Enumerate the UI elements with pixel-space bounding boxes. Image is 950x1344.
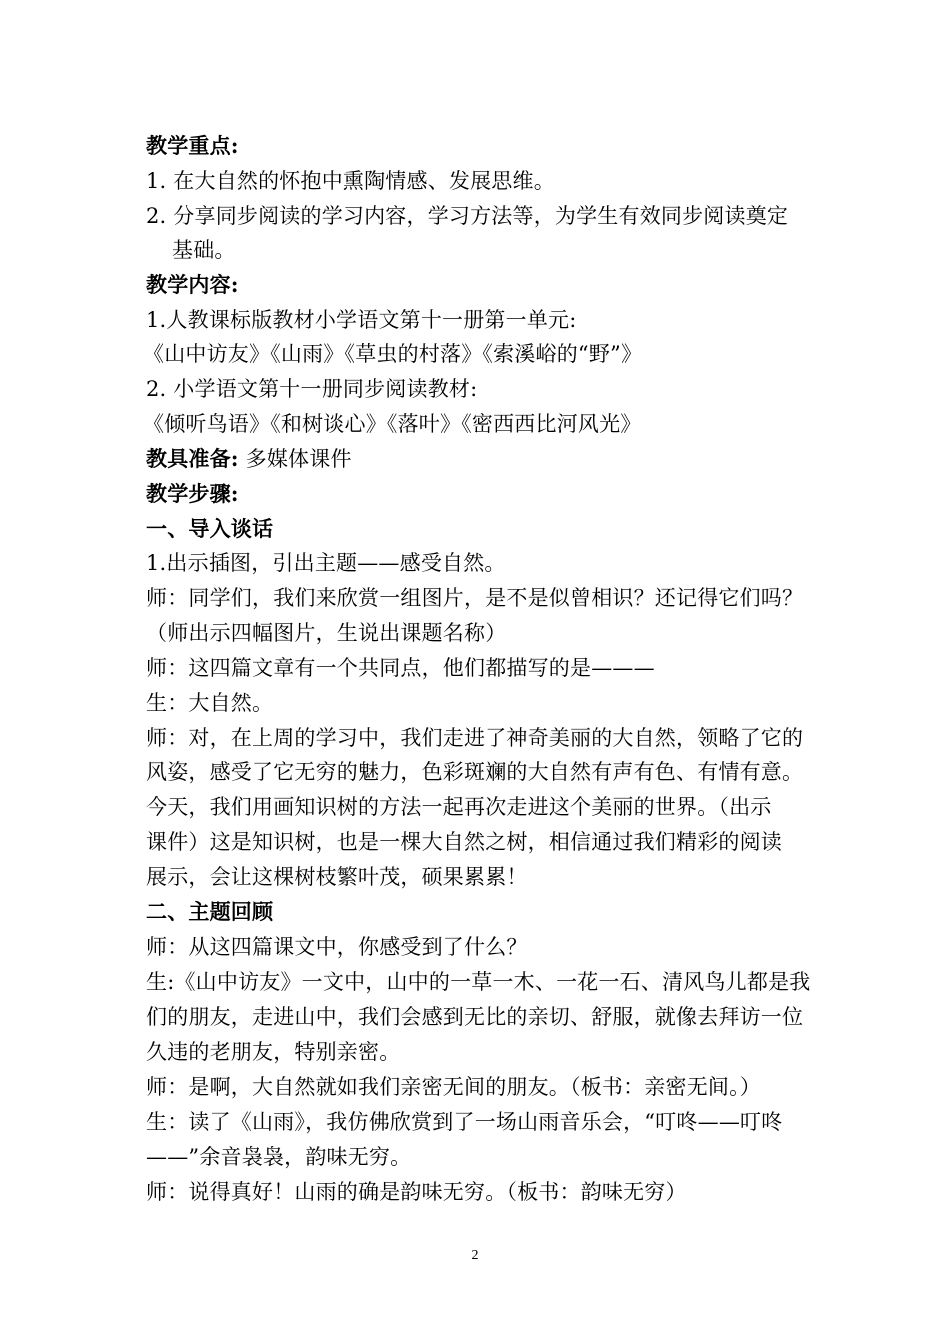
heading-teaching-focus: 教学重点: [146,133,239,158]
text-line: 1.出示插图，引出主题——感受自然。 [146,551,506,575]
heading-teaching-aids: 教具准备: [146,446,239,471]
text-line: 展示，会让这棵树枝繁叶茂，硕果累累！ [146,865,528,889]
text-line: 课件）这是知识树，也是一棵大自然之树，相信通过我们精彩的阅读 [146,830,782,854]
text-line: 风姿，感受了它无穷的魅力，色彩斑斓的大自然有声有色、有情有意。 [146,760,804,784]
text-line: 1.人教课标版教材小学语文第十一册第一单元: [146,308,577,332]
text-line: 基础。 [172,238,236,262]
section-heading-1: 一、导入谈话 [146,516,274,541]
text-line: 1. 在大自然的怀抱中熏陶情感、发展思维。 [146,169,555,193]
text-line: 生：读了《山雨》，我仿佛欣赏到了一场山雨音乐会，“叮咚——叮咚 [146,1110,783,1134]
text-line: 2. 分享同步阅读的学习内容，学习方法等，为学生有效同步阅读奠定 [146,204,789,228]
heading-teaching-steps: 教学步骤: [146,481,239,506]
text-line: 师：从这四篇课文中，你感受到了什么？ [146,935,528,959]
heading-teaching-content: 教学内容: [146,272,239,297]
text-line: 师：对，在上周的学习中，我们走进了神奇美丽的大自然，领略了它的 [146,726,804,750]
text-line: 师：同学们，我们来欣赏一组图片，是不是似曾相识？还记得它们吗？ [146,586,804,610]
text-line: 师：说得真好！山雨的确是韵味无穷。（板书：韵味无穷） [146,1180,687,1204]
text-line: 生：大自然。 [146,691,274,715]
text-line: 今天，我们用画知识树的方法一起再次走进这个美丽的世界。（出示 [146,795,772,819]
teaching-aids-value: 多媒体课件 [238,447,352,471]
text-line: （师出示四幅图片，生说出课题名称） [146,621,507,645]
text-line: 生:《山中访友》一文中，山中的一草一木、一花一石、清风鸟儿都是我 [146,970,811,994]
teaching-aids-line [146,444,816,474]
text-line: ——”余音袅袅，韵味无穷。 [146,1145,412,1169]
page-number: 2 [471,1248,479,1263]
text-line: 师：是啊，大自然就如我们亲密无间的朋友。（板书：亲密无间。） [146,1075,761,1099]
text-line: 《山中访友》《山雨》《草虫的村落》《索溪峪的“野”》 [143,342,643,366]
text-line: 久违的老朋友，特别亲密。 [146,1040,401,1064]
text-line: 《倾听鸟语》《和树谈心》《落叶》《密西西比河风光》 [143,412,642,436]
text-line: 师：这四篇文章有一个共同点，他们都描写的是——— [146,656,655,680]
text-line: 们的朋友，走进山中，我们会感到无比的亲切、舒服，就像去拜访一位 [146,1005,804,1029]
text-line: 2. 小学语文第十一册同步阅读教材: [146,377,478,401]
section-heading-2: 二、主题回顾 [146,899,274,924]
